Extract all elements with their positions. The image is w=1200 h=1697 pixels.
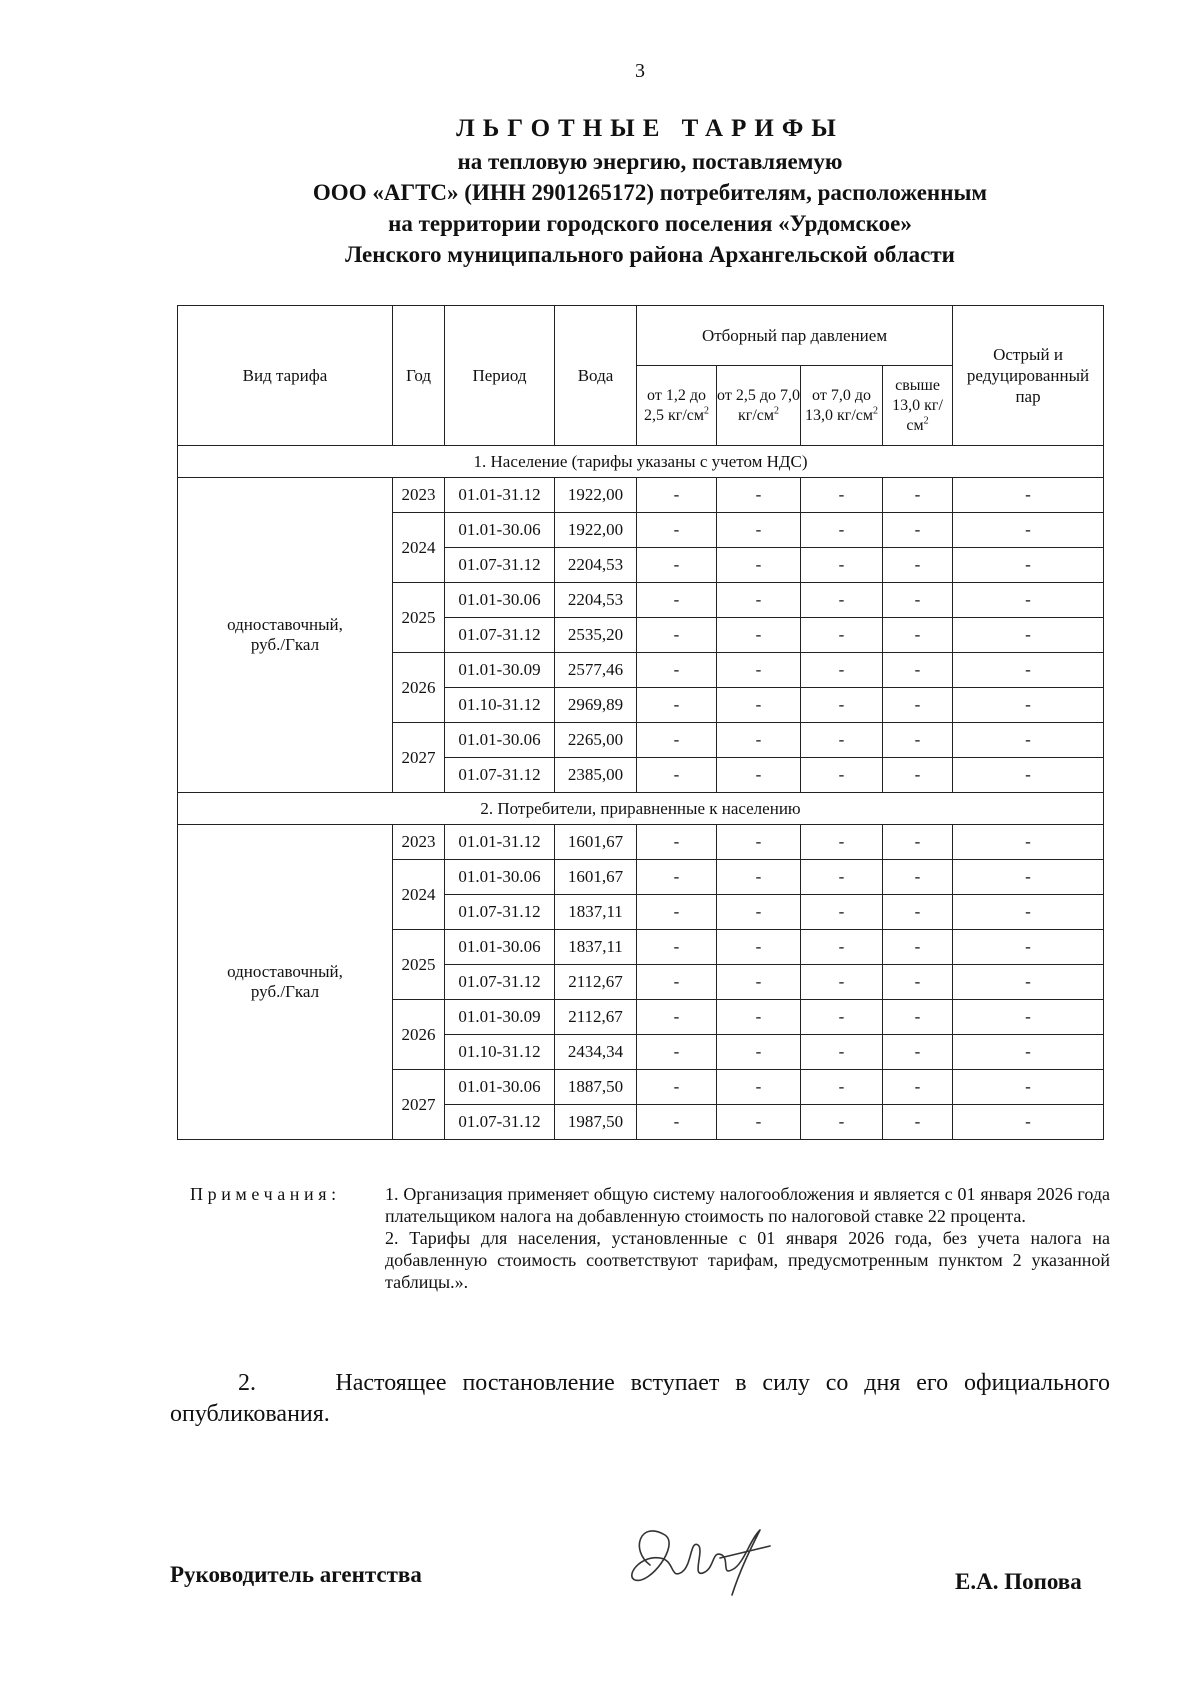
empty-value-cell: - — [637, 583, 717, 618]
empty-value-cell: - — [883, 825, 953, 860]
empty-value-cell: - — [637, 723, 717, 758]
empty-value-cell: - — [637, 1000, 717, 1035]
water-value-cell: 1922,00 — [555, 478, 637, 513]
title-line-3: на территории городского поселения «Урдомское» — [388, 211, 912, 236]
empty-value-cell: - — [801, 583, 883, 618]
header-year: Год — [393, 306, 445, 446]
empty-value-cell: - — [953, 1035, 1104, 1070]
empty-value-cell: - — [883, 653, 953, 688]
empty-value-cell: - — [717, 618, 801, 653]
tariff-type-cell: одноставочный, руб./Гкал — [178, 825, 393, 1140]
table-body — [178, 446, 1104, 1140]
water-value-cell: 2112,67 — [555, 1000, 637, 1035]
period-cell: 01.10-31.12 — [445, 688, 555, 723]
empty-value-cell: - — [953, 930, 1104, 965]
period-cell: 01.01-30.06 — [445, 723, 555, 758]
water-value-cell: 2969,89 — [555, 688, 637, 723]
water-value-cell: 2577,46 — [555, 653, 637, 688]
empty-value-cell: - — [953, 1070, 1104, 1105]
empty-value-cell: - — [637, 1105, 717, 1140]
water-value-cell: 1987,50 — [555, 1105, 637, 1140]
empty-value-cell: - — [953, 618, 1104, 653]
clause-text: Настоящее постановление вступает в силу со дня его официального опубликования. — [170, 1370, 1110, 1427]
empty-value-cell: - — [801, 825, 883, 860]
header-water: Вода — [555, 306, 637, 446]
water-value-cell: 1837,11 — [555, 895, 637, 930]
period-cell: 01.07-31.12 — [445, 618, 555, 653]
title-line-4: Ленского муниципального района Архангельской области — [345, 242, 955, 267]
period-cell: 01.01-30.06 — [445, 583, 555, 618]
notes-label: Примечания: — [190, 1184, 341, 1204]
header-tariff-type: Вид тарифа — [178, 306, 393, 446]
empty-value-cell: - — [717, 1035, 801, 1070]
period-cell: 01.01-30.06 — [445, 513, 555, 548]
empty-value-cell: - — [637, 965, 717, 1000]
empty-value-cell: - — [717, 1105, 801, 1140]
empty-value-cell: - — [801, 723, 883, 758]
water-value-cell: 1887,50 — [555, 1070, 637, 1105]
empty-value-cell: - — [801, 653, 883, 688]
empty-value-cell: - — [883, 930, 953, 965]
empty-value-cell: - — [953, 583, 1104, 618]
empty-value-cell: - — [953, 895, 1104, 930]
water-value-cell: 2385,00 — [555, 758, 637, 793]
year-cell: 2024 — [393, 860, 445, 930]
water-value-cell: 1837,11 — [555, 930, 637, 965]
empty-value-cell: - — [717, 548, 801, 583]
empty-value-cell: - — [717, 1070, 801, 1105]
period-cell: 01.07-31.12 — [445, 1105, 555, 1140]
empty-value-cell: - — [717, 930, 801, 965]
empty-value-cell: - — [801, 965, 883, 1000]
header-steam-3-sup: 2 — [873, 405, 878, 417]
empty-value-cell: - — [953, 825, 1104, 860]
empty-value-cell: - — [637, 758, 717, 793]
empty-value-cell: - — [717, 1000, 801, 1035]
year-cell: 2023 — [393, 825, 445, 860]
empty-value-cell: - — [883, 965, 953, 1000]
empty-value-cell: - — [953, 965, 1104, 1000]
empty-value-cell: - — [801, 860, 883, 895]
water-value-cell: 2112,67 — [555, 965, 637, 1000]
empty-value-cell: - — [637, 688, 717, 723]
empty-value-cell: - — [801, 758, 883, 793]
empty-value-cell: - — [637, 895, 717, 930]
empty-value-cell: - — [637, 618, 717, 653]
period-cell: 01.01-31.12 — [445, 478, 555, 513]
header-sharp-steam-label: Острый и редуцированный пар — [966, 345, 1090, 406]
empty-value-cell: - — [637, 1070, 717, 1105]
empty-value-cell: - — [801, 1035, 883, 1070]
empty-value-cell: - — [801, 1070, 883, 1105]
empty-value-cell: - — [953, 478, 1104, 513]
header-steam-4 — [883, 366, 953, 446]
header-steam-4-sup: 2 — [923, 415, 929, 427]
section-title: 1. Население (тарифы указаны с учетом НДС) — [178, 446, 1104, 478]
title-line-1: на тепловую энергию, поставляемую — [457, 149, 843, 174]
empty-value-cell: - — [637, 548, 717, 583]
empty-value-cell: - — [801, 930, 883, 965]
header-sharp-steam — [953, 306, 1104, 446]
empty-value-cell: - — [883, 1000, 953, 1035]
empty-value-cell: - — [953, 1000, 1104, 1035]
year-cell: 2027 — [393, 723, 445, 793]
clause-2 — [170, 1368, 1110, 1430]
empty-value-cell: - — [953, 758, 1104, 793]
signatory-name: Е.А. Попова — [955, 1569, 1082, 1594]
empty-value-cell: - — [717, 688, 801, 723]
header-steam-group: Отборный пар давлением — [637, 306, 953, 366]
year-cell: 2023 — [393, 478, 445, 513]
empty-value-cell: - — [717, 478, 801, 513]
empty-value-cell: - — [717, 723, 801, 758]
header-steam-2-label: от 2,5 до 7,0 кг/см — [717, 386, 800, 424]
section-header-row — [178, 793, 1104, 825]
empty-value-cell: - — [717, 825, 801, 860]
period-cell: 01.01-30.09 — [445, 653, 555, 688]
empty-value-cell: - — [883, 860, 953, 895]
period-cell: 01.07-31.12 — [445, 895, 555, 930]
document-title — [150, 112, 1150, 270]
year-cell: 2026 — [393, 1000, 445, 1070]
empty-value-cell: - — [883, 1035, 953, 1070]
period-cell: 01.01-31.12 — [445, 825, 555, 860]
empty-value-cell: - — [883, 548, 953, 583]
year-cell: 2025 — [393, 930, 445, 1000]
clause-number: 2. — [238, 1370, 256, 1396]
empty-value-cell: - — [953, 1105, 1104, 1140]
empty-value-cell: - — [801, 688, 883, 723]
empty-value-cell: - — [953, 653, 1104, 688]
title-line-2: ООО «АГТС» (ИНН 2901265172) потребителям, расположенным — [312, 180, 988, 205]
period-cell: 01.01-30.06 — [445, 860, 555, 895]
empty-value-cell: - — [637, 930, 717, 965]
header-period: Период — [445, 306, 555, 446]
section-header-row — [178, 446, 1104, 478]
year-cell: 2026 — [393, 653, 445, 723]
empty-value-cell: - — [717, 895, 801, 930]
note-item-1: 1. Организация применяет общую систему налогообложения и является с 01 января 2026 года плательщиком налога на добавленную стоимость по налоговой ставке 22 процента. — [385, 1184, 1110, 1226]
empty-value-cell: - — [637, 825, 717, 860]
header-steam-1 — [637, 366, 717, 446]
year-cell: 2025 — [393, 583, 445, 653]
period-cell: 01.10-31.12 — [445, 1035, 555, 1070]
notes-body — [385, 1183, 1110, 1293]
empty-value-cell: - — [717, 965, 801, 1000]
water-value-cell: 2535,20 — [555, 618, 637, 653]
empty-value-cell: - — [801, 478, 883, 513]
empty-value-cell: - — [801, 513, 883, 548]
empty-value-cell: - — [883, 478, 953, 513]
empty-value-cell: - — [717, 513, 801, 548]
header-steam-3 — [801, 366, 883, 446]
empty-value-cell: - — [637, 513, 717, 548]
signatory-position: Руководитель агентства — [170, 1562, 422, 1587]
empty-value-cell: - — [883, 758, 953, 793]
water-value-cell: 2204,53 — [555, 583, 637, 618]
empty-value-cell: - — [953, 860, 1104, 895]
empty-value-cell: - — [883, 1070, 953, 1105]
water-value-cell: 1922,00 — [555, 513, 637, 548]
empty-value-cell: - — [717, 860, 801, 895]
empty-value-cell: - — [801, 548, 883, 583]
empty-value-cell: - — [637, 860, 717, 895]
water-value-cell: 1601,67 — [555, 860, 637, 895]
header-steam-4-label: свыше 13,0 кг/см — [892, 376, 943, 434]
period-cell: 01.07-31.12 — [445, 548, 555, 583]
empty-value-cell: - — [717, 653, 801, 688]
empty-value-cell: - — [883, 583, 953, 618]
header-steam-3-label: от 7,0 до 13,0 кг/см — [804, 386, 873, 424]
header-steam-1-label: от 1,2 до 2,5 кг/см — [643, 386, 706, 424]
water-value-cell: 2204,53 — [555, 548, 637, 583]
handwritten-signature — [620, 1510, 800, 1610]
empty-value-cell: - — [801, 1000, 883, 1035]
empty-value-cell: - — [953, 723, 1104, 758]
empty-value-cell: - — [637, 1035, 717, 1070]
empty-value-cell: - — [801, 1105, 883, 1140]
empty-value-cell: - — [883, 688, 953, 723]
header-steam-2-sup: 2 — [774, 405, 779, 417]
water-value-cell: 1601,67 — [555, 825, 637, 860]
empty-value-cell: - — [637, 478, 717, 513]
tariff-table — [177, 305, 1104, 1140]
water-value-cell: 2434,34 — [555, 1035, 637, 1070]
empty-value-cell: - — [883, 1105, 953, 1140]
period-cell: 01.01-30.06 — [445, 1070, 555, 1105]
empty-value-cell: - — [801, 895, 883, 930]
period-cell: 01.01-30.09 — [445, 1000, 555, 1035]
page-number: 3 — [635, 60, 645, 82]
empty-value-cell: - — [953, 688, 1104, 723]
period-cell: 01.07-31.12 — [445, 965, 555, 1000]
table-row — [178, 825, 1104, 860]
year-cell: 2027 — [393, 1070, 445, 1140]
note-item-2: 2. Тарифы для населения, установленные с 01 января 2026 года, без учета налога на добавленную стоимость соответствуют тарифам, предусмотренным пунктом 2 указанной таблицы.». — [385, 1228, 1110, 1292]
empty-value-cell: - — [883, 723, 953, 758]
empty-value-cell: - — [883, 895, 953, 930]
header-steam-2 — [717, 366, 801, 446]
section-title: 2. Потребители, приравненные к населению — [178, 793, 1104, 825]
empty-value-cell: - — [953, 513, 1104, 548]
empty-value-cell: - — [883, 618, 953, 653]
year-cell: 2024 — [393, 513, 445, 583]
tariff-type-cell: одноставочный, руб./Гкал — [178, 478, 393, 793]
table-row — [178, 478, 1104, 513]
empty-value-cell: - — [717, 758, 801, 793]
empty-value-cell: - — [801, 618, 883, 653]
water-value-cell: 2265,00 — [555, 723, 637, 758]
empty-value-cell: - — [717, 583, 801, 618]
header-steam-1-sup: 2 — [704, 405, 709, 417]
period-cell: 01.01-30.06 — [445, 930, 555, 965]
period-cell: 01.07-31.12 — [445, 758, 555, 793]
empty-value-cell: - — [637, 653, 717, 688]
empty-value-cell: - — [883, 513, 953, 548]
title-main: ЛЬГОТНЫЕ ТАРИФЫ — [456, 115, 844, 142]
empty-value-cell: - — [953, 548, 1104, 583]
